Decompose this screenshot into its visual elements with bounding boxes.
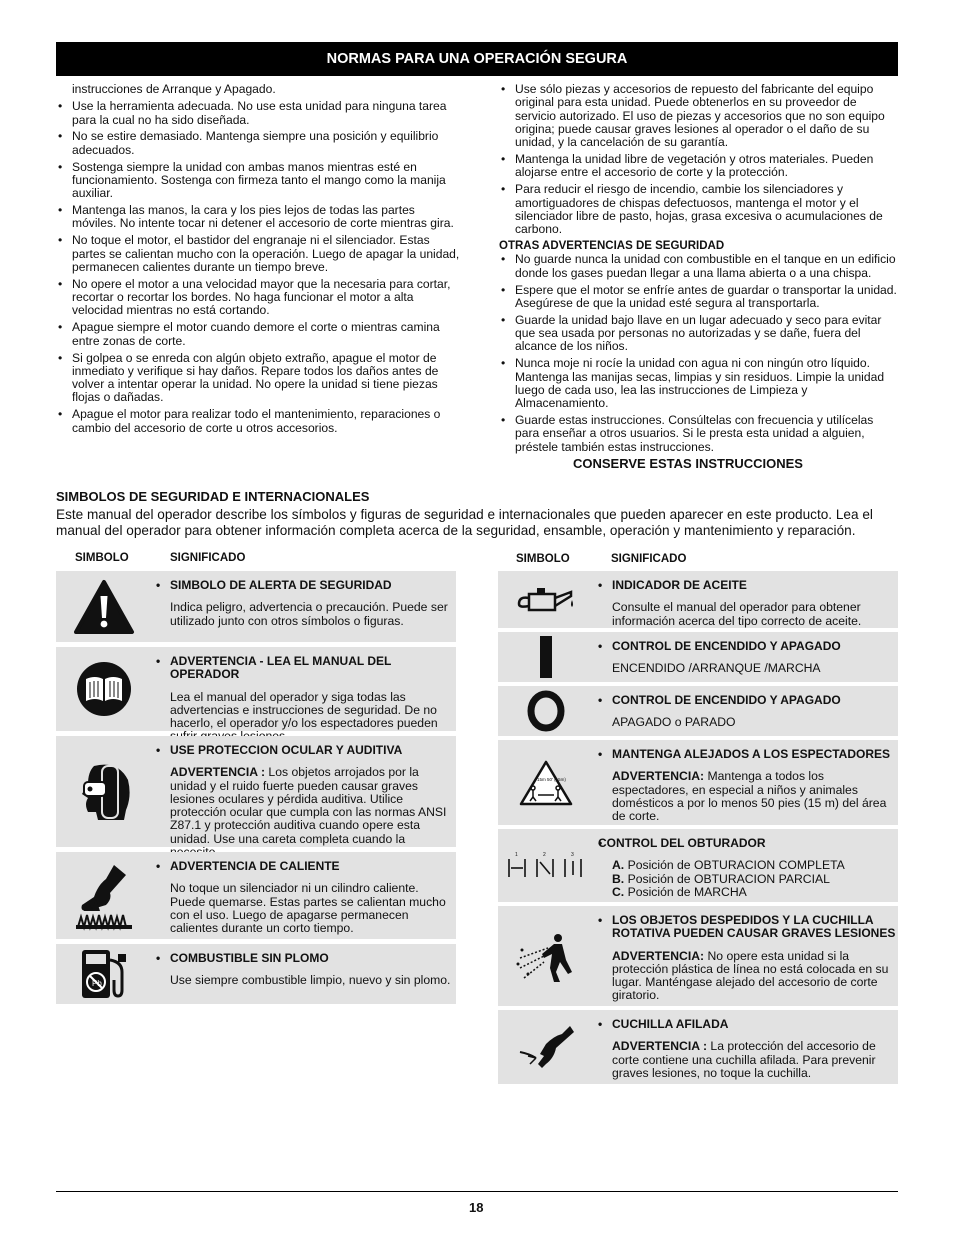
list-item: • No guarde nunca la unidad con combustible en el tanque en un edificio donde los gases puedan llegar a una llama abierta o a una chispa. xyxy=(499,253,898,280)
symbol-desc xyxy=(598,770,896,823)
symbol-row-off xyxy=(498,686,898,736)
symbol-desc-text: Use siempre combustible limpio, nuevo y sin plomo. xyxy=(170,973,451,988)
section-banner: NORMAS PARA UNA OPERACIÓN SEGURA xyxy=(56,42,898,76)
symbol-title: • CUCHILLA AFILADA xyxy=(598,1018,896,1031)
symbol-desc-text: Mantenga a todos los espectadores, en especial a niños y animales domésticos a por lo menos 50 pies (15 m) del área de corte. xyxy=(612,769,887,824)
left-list xyxy=(56,100,460,435)
choke-letter: B. xyxy=(612,871,625,886)
symbol-row-sharp-blade xyxy=(498,1010,898,1084)
symbol-row-on xyxy=(498,632,898,682)
symbol-row-oil xyxy=(498,571,898,628)
sharp-blade-icon xyxy=(498,1010,593,1084)
list-item: • Apague el motor para realizar todo el mantenimiento, reparaciones o cambio del accesorio de corte u otros accesorios. xyxy=(56,408,460,435)
bystander-sign-text: 15m 50' (15m) xyxy=(536,776,566,782)
symbol-title: • CONTROL DE ENCENDIDO Y APAGADO xyxy=(598,694,896,707)
conserve-instructions: CONSERVE ESTAS INSTRUCCIONES xyxy=(573,456,803,471)
symbol-title: • USE PROTECCION OCULAR Y AUDITIVA xyxy=(156,744,454,757)
symbol-title: • MANTENGA ALEJADOS A LOS ESPECTADORES xyxy=(598,748,896,761)
symbol-row-manual xyxy=(56,647,456,731)
warning-label: ADVERTENCIA : xyxy=(612,1039,708,1054)
choke-label-1: 1 xyxy=(514,851,518,858)
symbol-desc xyxy=(598,950,896,1003)
choke-label-3: 3 xyxy=(570,851,574,858)
list-item: • Guarde la unidad bajo llave en un lugar adecuado y seco para evitar que sea usada por personas no autorizadas y se dañe, fuera del alcance de los niños. xyxy=(499,314,898,354)
symbol-title: • CONTROL DE ENCENDIDO Y APAGADO xyxy=(598,640,896,653)
hot-surface-icon xyxy=(56,852,151,939)
bystander-warning-icon xyxy=(498,740,593,825)
symbol-desc-text: No opere esta unidad si la protección plástica de línea no está colocada en su lugar. Manténgase alejado del accesorio de corte giratorio. xyxy=(612,948,889,1003)
unleaded-fuel-icon xyxy=(56,944,151,1004)
warning-label: ADVERTENCIA: xyxy=(612,948,705,963)
symbol-desc-text: La protección del accesorio de corte contiene una cuchilla afilada. Para prevenir graves lesiones, no toque la cuchilla. xyxy=(612,1039,876,1080)
symbol-desc-text: No toque un silenciador ni un cilindro caliente. Puede quemarse. Estas partes se calientan mucho con el uso. Luego de apagarse permanecen calientes durante un corto tiempo. xyxy=(170,881,446,936)
symbol-title: • SIMBOLO DE ALERTA DE SEGURIDAD xyxy=(156,579,454,592)
col-header-symbol: SIMBOLO xyxy=(75,552,129,564)
symbol-desc-text: Indica peligro, advertencia o precaución. Puede ser utilizado junto con otros símbolos o figuras. xyxy=(170,600,448,628)
list-item: • Mantenga las manos, la cara y los pies lejos de todas las partes móviles. No intente tocar ni detener el accesorio de corte mientras gira. xyxy=(56,204,460,231)
footer-divider xyxy=(56,1191,898,1192)
warning-label: ADVERTENCIA : xyxy=(170,765,266,780)
choke-desc: Posición de MARCHA xyxy=(624,884,747,899)
symbol-desc-text: Los objetos arrojados por la unidad y el ruido fuerte pueden causar graves lesiones oculares y pérdida auditiva. Utilice protección ocular que cumpla con las normas ANSI Z87.1 y protección auditiva cuando opere esta unidad. Use una careta completa cuando la xyxy=(170,765,447,846)
list-item: • Si golpea o se enreda con algún objeto extraño, apague el motor de inmediato y verifique si hay daños. Repare todos los daños antes de volver a intentar operar la unidad. No opere la unidad si tiene piezas flojas o dañadas. xyxy=(56,352,460,405)
col-header-symbol: SIMBOLO xyxy=(516,553,570,565)
off-ring-icon xyxy=(498,686,593,736)
col-header-meaning: SIGNIFICADO xyxy=(170,552,246,564)
symbol-row-hot xyxy=(56,852,456,939)
col-header-meaning: SIGNIFICADO xyxy=(611,553,687,565)
list-item: • Sostenga siempre la unidad con ambas manos mientras esté en funcionamiento. Sostenga con firmeza tanto el mango como la manija auxiliar. xyxy=(56,161,460,201)
oil-can-icon xyxy=(498,571,593,628)
list-item: • Apague siempre el motor cuando demore el corte o mientras camina entre zonas de corte. xyxy=(56,321,460,348)
list-item: • Espere que el motor se enfríe antes de guardar o transportar la unidad. Asegúrese de que la unidad esté segura al transportarla. xyxy=(499,284,898,311)
list-item: • No opere el motor a una velocidad mayor que la necesaria para cortar, recortar o recortar los bordes. No haga funcionar el motor a alta velocidad mientras no está cortando. xyxy=(56,278,460,318)
symbol-desc xyxy=(156,882,454,935)
choke-label-2: 2 xyxy=(542,851,546,858)
thrown-objects-icon xyxy=(498,906,593,1006)
other-warnings-heading: OTRAS ADVERTENCIAS DE SEGURIDAD xyxy=(499,240,725,253)
symbol-desc xyxy=(598,716,896,729)
symbol-row-fuel xyxy=(56,944,456,1004)
eye-ear-protection-icon xyxy=(56,736,151,847)
warning-label: ADVERTENCIA: xyxy=(612,769,705,784)
list-item: • No se estire demasiado. Mantenga siempre una posición y equilibrio adecuados. xyxy=(56,130,460,157)
choke-positions-icon xyxy=(498,829,593,902)
symbol-desc xyxy=(598,662,896,675)
left-column xyxy=(56,83,460,438)
list-item: • Use la herramienta adecuada. No use esta unidad para ninguna tarea para la cual no ha sido diseñada. xyxy=(56,100,460,127)
symbol-title: • ADVERTENCIA DE CALIENTE xyxy=(156,860,454,873)
symbol-desc xyxy=(598,601,896,628)
symbol-desc xyxy=(156,601,454,628)
symbol-title: • LOS OBJETOS DESPEDIDOS Y LA CUCHILLA ROTATIVA PUEDEN CAUSAR GRAVES LESIONES xyxy=(598,914,896,941)
choke-letter: C. xyxy=(612,884,625,899)
list-item: • Use sólo piezas y accesorios de repuesto del fabricante del equipo original para esta unidad. Puede obtenerlos en su proveedor de servicio autorizado. El uso de piezas y accesorios que no son equipo origina; puede causar graves lesiones al operador o el daño de su unidad, y la cancelación de su garantía. xyxy=(499,83,898,149)
right-column xyxy=(499,83,898,457)
choke-desc: Posición de OBTURACION PARCIAL xyxy=(624,871,830,886)
other-warnings-list xyxy=(499,253,898,454)
symbol-desc-text: Consulte el manual del operador para obtener información acerca del tipo correcto de aceite. xyxy=(612,600,862,628)
svg-text:Pb: Pb xyxy=(91,979,102,988)
symbol-row-thrown-objects xyxy=(498,906,898,1006)
symbol-row-choke xyxy=(498,829,898,902)
choke-letter: A. xyxy=(612,858,625,873)
symbol-desc-text: ENCENDIDO /ARRANQUE /MARCHA xyxy=(612,661,821,676)
symbol-desc xyxy=(156,974,454,987)
symbol-row-safety-alert xyxy=(56,571,456,642)
choke-desc: Posición de OBTURACION COMPLETA xyxy=(624,858,845,873)
page-number: 18 xyxy=(469,1200,484,1215)
symbol-row-bystanders xyxy=(498,740,898,825)
list-item: • No toque el motor, el bastidor del engranaje ni el silenciador. Estas partes se calientan mucho con la operación. Luego de apagar la unidad, permanecen calientes durante un tiempo breve. xyxy=(56,234,460,274)
list-item: • Para reducir el riesgo de incendio, cambie los silenciadores y amortiguadores de chispas defectuosos, mantenga el motor y el silenciador libre de pasto, hojas, grasa excesiva o acumulaciones de carbono. xyxy=(499,183,898,236)
symbol-desc-text: Lea el manual del operador y siga todas las advertencias e instrucciones de seguridad. De no hacerlo, el operador y/o los espectadores pueden xyxy=(170,689,438,731)
right-list xyxy=(499,83,898,236)
symbol-title: • CONTROL DEL OBTURADOR xyxy=(598,837,896,850)
symbol-desc xyxy=(598,859,896,899)
lead-text: instrucciones de Arranque y Apagado. xyxy=(72,82,276,96)
list-item: • Guarde estas instrucciones. Consúltelas con frecuencia y utilícelas para enseñar a otros usuarios. Si le presta esta unidad a alguien, préstele también estas instrucciones. xyxy=(499,414,898,454)
symbol-title: • COMBUSTIBLE SIN PLOMO xyxy=(156,952,454,965)
symbol-row-eye-ear xyxy=(56,736,456,847)
symbols-heading: SIMBOLOS DE SEGURIDAD E INTERNACIONALES xyxy=(56,489,370,504)
list-item: • Mantenga la unidad libre de vegetación y otros materiales. Pueden alojarse entre el accesorio de corte y la protección. xyxy=(499,153,898,180)
list-item: • Nunca moje ni rocíe la unidad con agua ni con ningún otro líquido. Mantenga las manijas secas, limpias y sin residuos. Limpie la unidad luego de cada uso, lea las instrucciones de Limpieza y Almacenamiento. xyxy=(499,357,898,410)
symbol-title: • ADVERTENCIA - LEA EL MANUAL DEL OPERADOR xyxy=(156,655,454,682)
symbols-intro: Este manual del operador describe los símbolos y figuras de seguridad e internacionales que pueden aparecer en este producto. Lea el manual del operador para obtener información completa acerca de la seguridad, ensamble, operación y mantenimiento y reparación. xyxy=(56,507,873,538)
symbol-desc xyxy=(598,1040,896,1080)
operator-manual-icon xyxy=(56,647,151,731)
symbol-title: • INDICADOR DE ACEITE xyxy=(598,579,896,592)
on-bar-icon xyxy=(498,632,593,682)
symbol-desc-text: APAGADO o PARADO xyxy=(612,715,736,730)
symbol-desc xyxy=(156,766,454,859)
safety-alert-icon xyxy=(56,571,151,642)
